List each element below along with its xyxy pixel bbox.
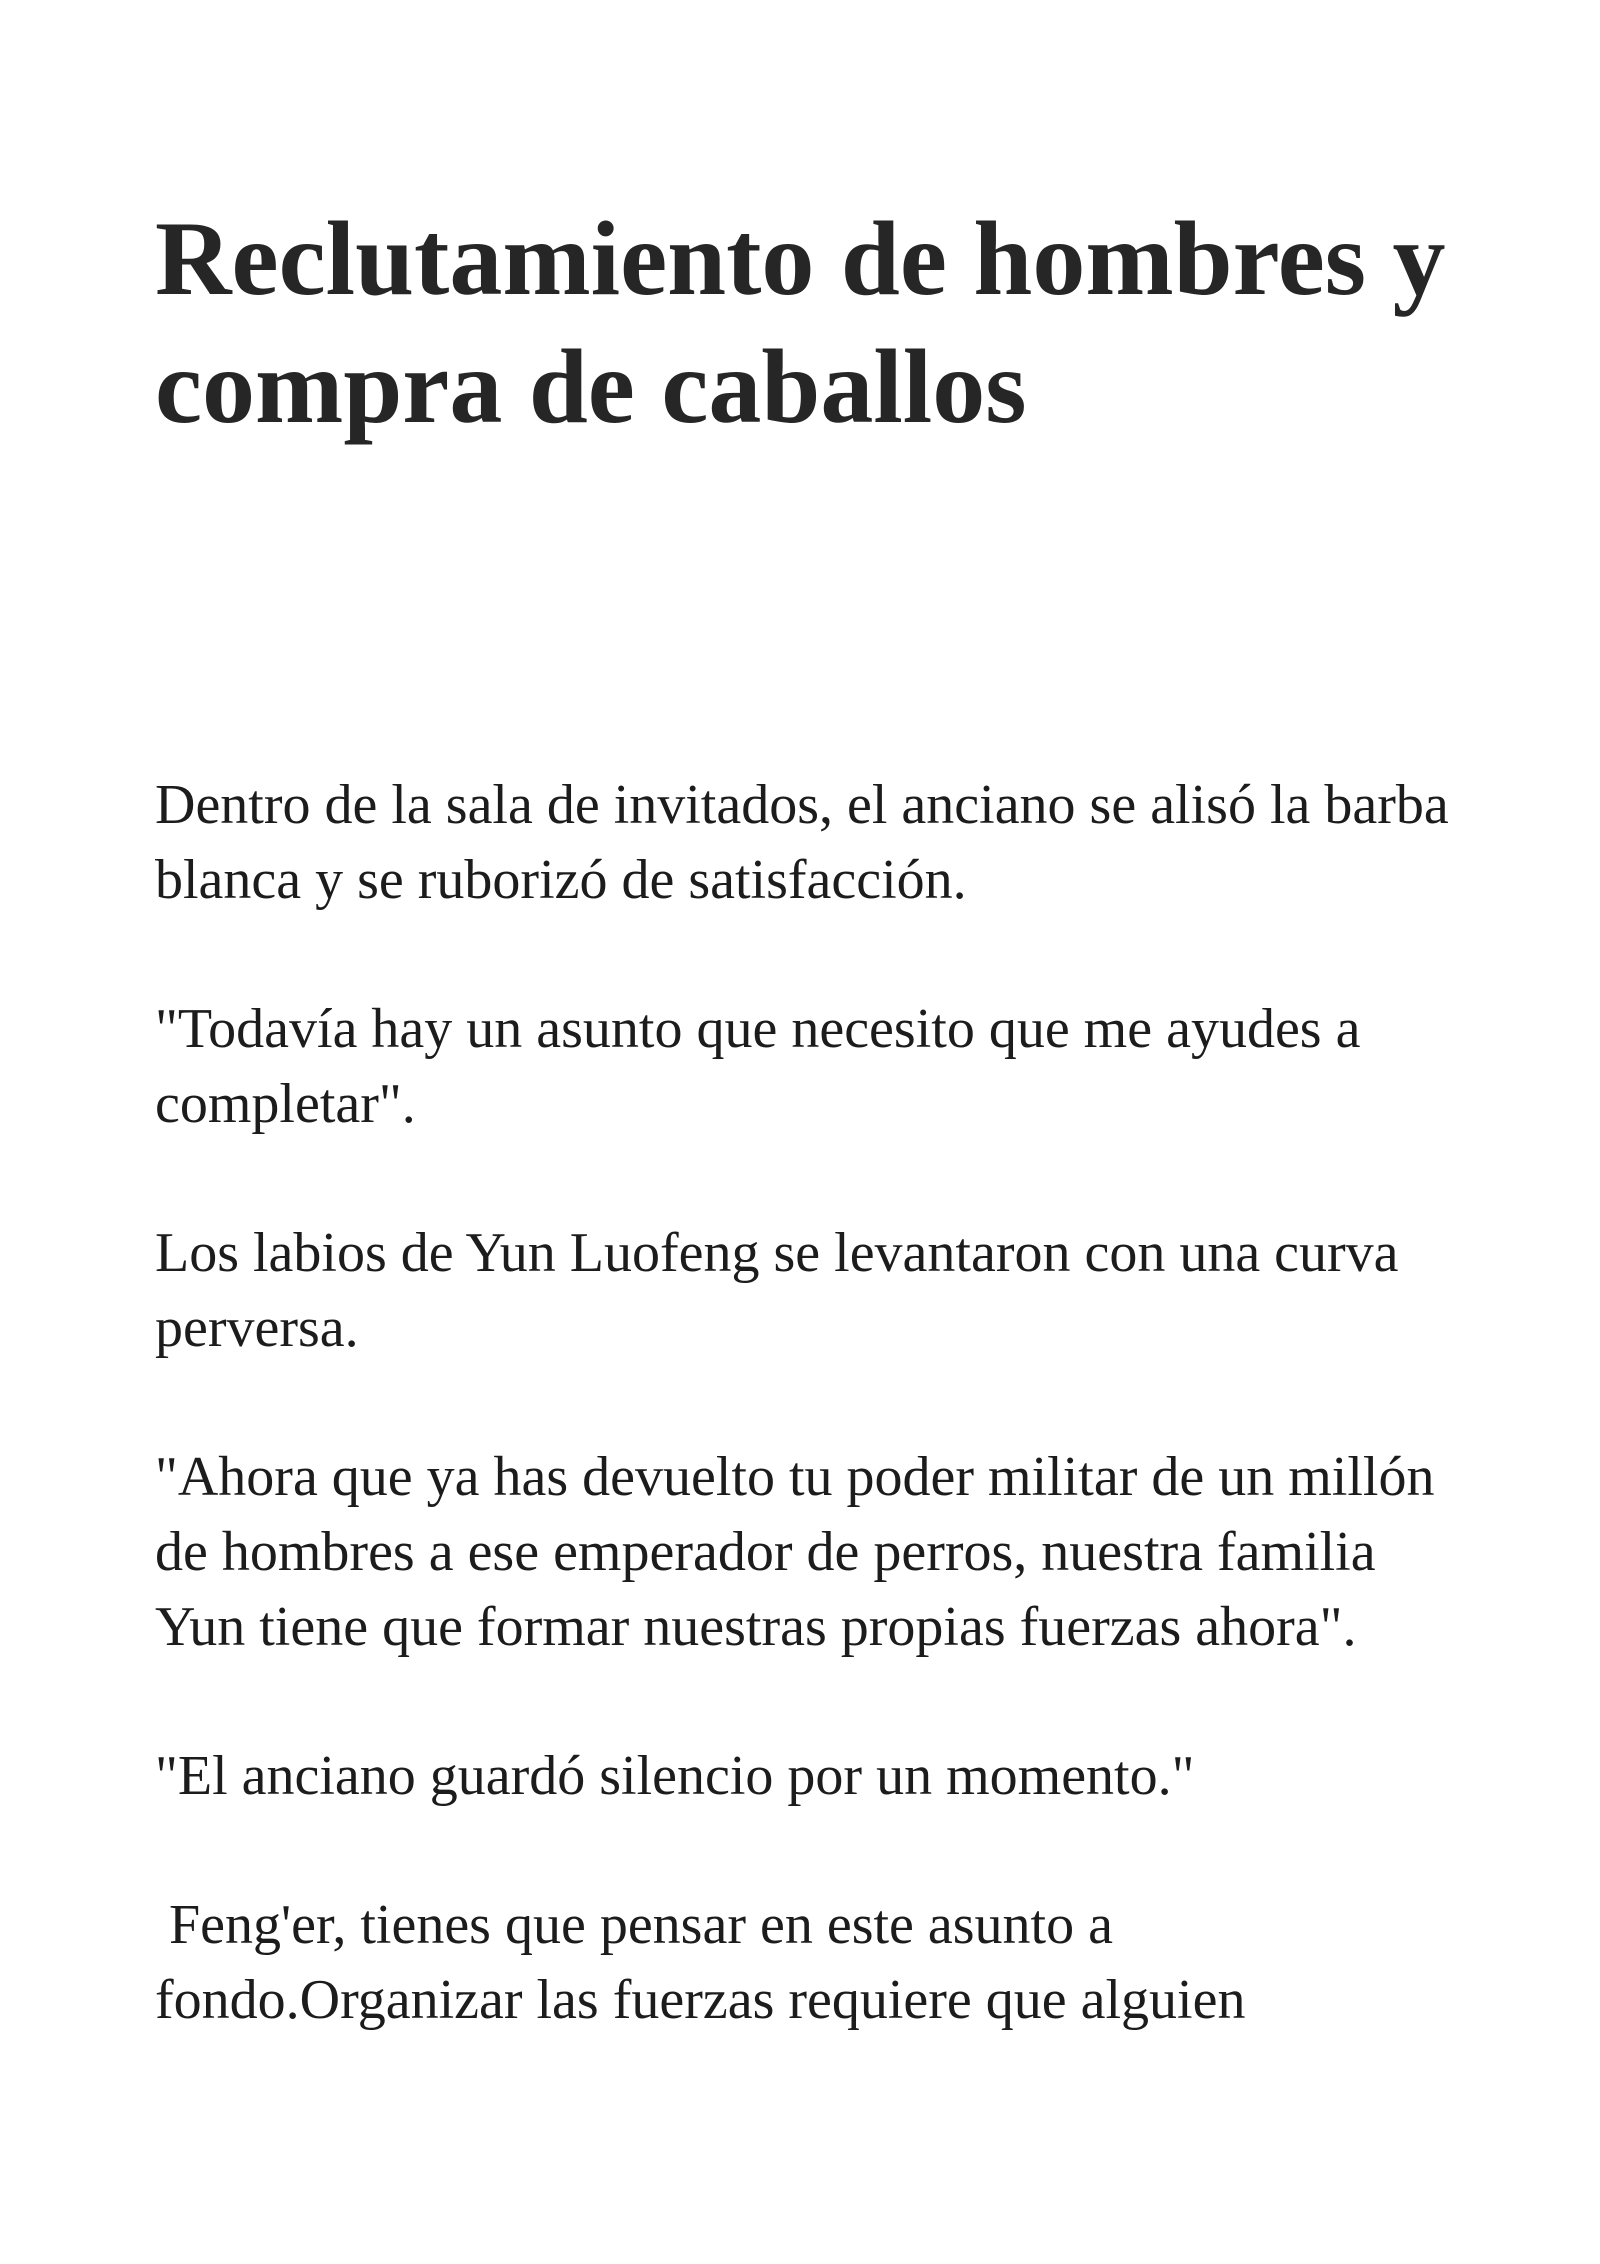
chapter-title: Reclutamiento de hombres y compra de caballos <box>155 200 1446 445</box>
paragraph-2: "Todavía hay un asunto que necesito que me ayudes a completar". <box>155 998 1375 1135</box>
paragraph-3: Los labios de Yun Luofeng se levantaron con una curva perversa. <box>155 1222 1413 1359</box>
paragraph-4: "Ahora que ya has devuelto tu poder militar de un millón de hombres a ese emperador de perros, nuestra familia Yun tiene que formar nuestras propias fuerzas ahora". <box>155 1446 1449 1658</box>
paragraph-5: "El anciano guardó silencio por un momento." <box>155 1745 1195 1807</box>
chapter-body <box>155 768 1463 2112</box>
paragraph-1: Dentro de la sala de invitados, el anciano se alisó la barba blanca y se ruborizó de satisfacción. <box>155 774 1463 911</box>
paragraph-6: Feng'er, tienes que pensar en este asunto a fondo.Organizar las fuerzas requiere que alguien <box>155 1894 1246 2031</box>
